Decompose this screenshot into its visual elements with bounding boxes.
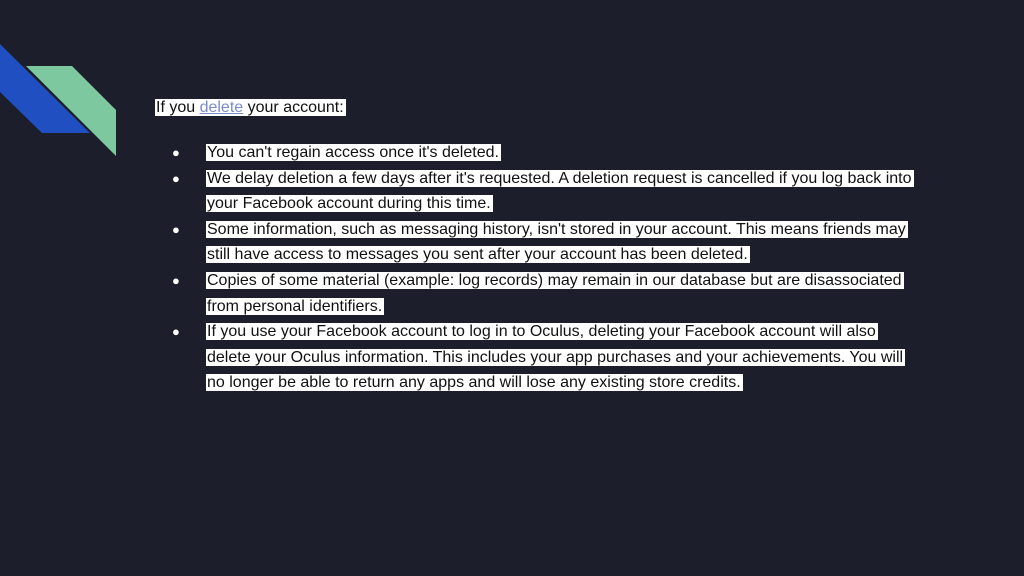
bullet-icon: ● [172, 145, 180, 160]
list-item-text: If you use your Facebook account to log in to Oculus, deleting your Facebook account will also delete your Oculus information. This includes your app purchases and your achievements. You will no longer be able to return any apps and will lose any existing store credits. [207, 323, 904, 392]
delete-link[interactable]: delete [199, 99, 244, 116]
bullet-icon: ● [172, 324, 180, 340]
bullet-list [155, 140, 945, 396]
intro-prefix: If you [156, 99, 200, 116]
bullet-icon: ● [172, 272, 180, 288]
list-item [155, 268, 921, 319]
list-item-text: Copies of some material (example: log records) may remain in our database but are disassociated from personal identifiers. [207, 271, 902, 315]
list-item-text: You can't regain access once it's deleted. [207, 144, 499, 161]
slide-content [155, 97, 945, 396]
intro-text [155, 99, 346, 116]
list-item [155, 319, 921, 396]
list-item [155, 217, 921, 268]
bullet-icon: ● [172, 170, 180, 186]
intro-suffix: your account: [243, 99, 344, 116]
list-item-text: We delay deletion a few days after it's requested. A deletion request is cancelled if you log back into your Facebook account during this time. [207, 169, 912, 213]
list-item [155, 166, 921, 217]
list-item-text: Some information, such as messaging history, isn't stored in your account. This means friends may still have access to messages you sent after your account has been deleted. [207, 220, 906, 264]
list-item [155, 140, 921, 166]
bullet-icon: ● [172, 221, 180, 237]
intro-line [155, 97, 945, 119]
corner-decoration [0, 0, 130, 170]
